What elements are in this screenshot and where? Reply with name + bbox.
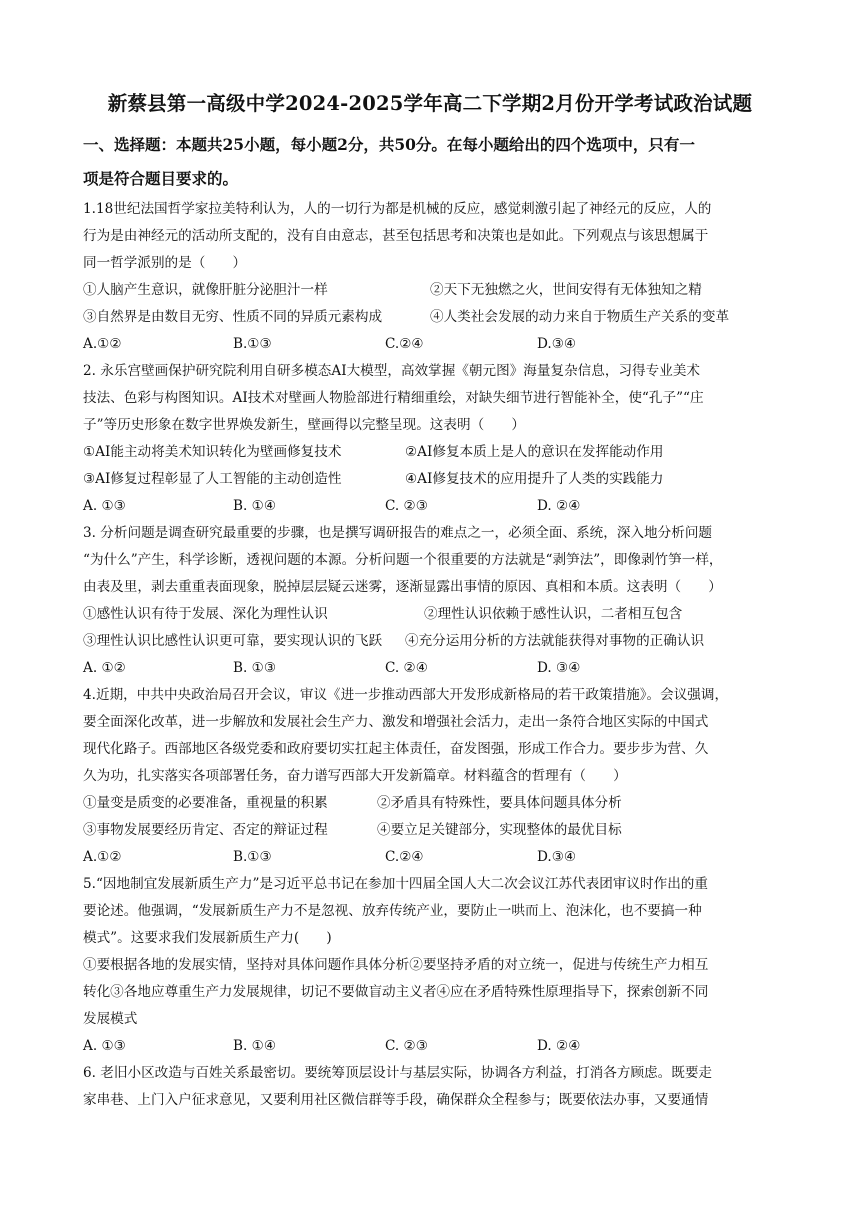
question-stem-line: 同一哲学派别的是（ ） <box>83 255 247 271</box>
question-stem-line: 要全面深化改革，进一步解放和发展社会生产力、激发和增强社会活力，走出一条符合地区实际的中国式 <box>83 714 709 730</box>
option-c[interactable]: C. ②③ <box>385 498 428 514</box>
statement-2: ②AI修复本质上是人的意识在发挥能动作用 <box>405 444 664 460</box>
option-b[interactable]: B.①③ <box>233 849 272 865</box>
statement-2: ②矛盾具有特殊性，要具体问题具体分析 <box>377 795 622 811</box>
option-a[interactable]: A.①② <box>83 849 122 865</box>
question-stem-line: 5.“因地制宜发展新质生产力”是习近平总书记在参加十四届全国人大二次会议江苏代表团审议时作出的重 <box>83 876 708 892</box>
statement-3: ③事物发展要经历肯定、否定的辩证过程 <box>83 822 328 838</box>
question-stem-line: 2. 永乐宫壁画保护研究院利用自研多模态AI大模型，高效掌握《朝元图》海量复杂信息，习得专业美术 <box>83 363 701 379</box>
question-stem-line: 1.18世纪法国哲学家拉美特利认为，人的一切行为都是机械的反应，感觉刺激引起了神经元的反应，人的 <box>83 201 712 217</box>
option-a[interactable]: A. ①② <box>83 660 126 676</box>
option-c[interactable]: C.②④ <box>385 336 424 352</box>
question-stem-line: 发展模式 <box>83 1011 138 1027</box>
question-stem-line: 6. 老旧小区改造与百姓关系最密切。要统筹顶层设计与基层实际，协调各方利益，打消各方顾虑。既要走 <box>83 1065 713 1081</box>
section-instructions-line-2: 项是符合题目要求的。 <box>83 169 239 188</box>
question-stem-line: 行为是由神经元的活动所支配的，没有自由意志，甚至包括思考和决策也是如此。下列观点与该思想属于 <box>83 228 709 244</box>
statement-4: ④人类社会发展的动力来自于物质生产关系的变革 <box>430 309 730 325</box>
option-d[interactable]: D. ②④ <box>537 1038 581 1054</box>
option-a[interactable]: A. ①③ <box>83 1038 126 1054</box>
option-c[interactable]: C.②④ <box>385 849 424 865</box>
statement-3: ③理性认识比感性认识更可靠，要实现认识的飞跃 <box>83 633 383 649</box>
option-a[interactable]: A.①② <box>83 336 122 352</box>
question-stem-line: “为什么”产生，科学诊断，透视问题的本源。分析问题一个很重要的方法就是“剥笋法”，即像剥竹笋一样， <box>83 552 723 568</box>
question-stem-line: 现代化路子。西部地区各级党委和政府要切实扛起主体责任，奋发图强，形成工作合力。要步步为营、久 <box>83 741 709 757</box>
question-stem-line: 4.近期，中共中央政治局召开会议，审议《进一步推动西部大开发形成新格局的若干政策措施》。会议强调， <box>83 687 729 703</box>
statement-3: ③自然界是由数目无穷、性质不同的异质元素构成 <box>83 309 383 325</box>
exam-title: 新蔡县第一高级中学2024-2025学年高二下学期2月份开学考试政治试题 <box>107 92 753 115</box>
answer-options <box>83 496 783 516</box>
question-stem-line: 久为功，扎实落实各项部署任务，奋力谱写西部大开发新篇章。材料蕴含的哲理有（ ） <box>83 768 627 784</box>
option-d[interactable]: D. ③④ <box>537 660 581 676</box>
option-a[interactable]: A. ①③ <box>83 498 126 514</box>
statement-4: ④AI修复技术的应用提升了人类的实践能力 <box>405 471 664 487</box>
statement-1: ①人脑产生意识，就像肝脏分泌胆汁一样 <box>83 282 328 298</box>
option-b[interactable]: B. ①④ <box>233 1038 277 1054</box>
option-d[interactable]: D. ②④ <box>537 498 581 514</box>
option-b[interactable]: B. ①③ <box>233 660 277 676</box>
question-stem-line: 3. 分析问题是调查研究最重要的步骤，也是撰写调研报告的难点之一，必须全面、系统，深入地分析问题 <box>83 525 713 541</box>
option-d[interactable]: D.③④ <box>537 336 577 352</box>
question-stem-line: 要论述。他强调，“发展新质生产力不是忽视、放弃传统产业，要防止一哄而上、泡沫化，也不要搞一种 <box>83 903 702 919</box>
answer-options <box>83 658 783 678</box>
statement-1: ①AI能主动将美术知识转化为壁画修复技术 <box>83 444 342 460</box>
answer-options <box>83 847 783 867</box>
option-b[interactable]: B.①③ <box>233 336 272 352</box>
question-stem-line: ①要根据各地的发展实情，坚持对具体问题作具体分析②要坚持矛盾的对立统一，促进与传统生产力相互 <box>83 957 709 973</box>
question-stem-line: 家串巷、上门入户征求意见，又要利用社区微信群等手段，确保群众全程参与；既要依法办事，又要通情 <box>83 1092 709 1108</box>
section-instructions-line-1: 一、选择题：本题共25小题，每小题2分，共50分。在每小题给出的四个选项中，只有一 <box>83 135 695 154</box>
question-stem-line: 由表及里，剥去重重表面现象，脱掉层层疑云迷雾，逐渐显露出事情的原因、真相和本质。这表明（ ） <box>83 579 722 595</box>
option-c[interactable]: C. ②③ <box>385 1038 428 1054</box>
option-b[interactable]: B. ①④ <box>233 498 277 514</box>
question-stem-line: 转化③各地应尊重生产力发展规律，切记不要做盲动主义者④应在矛盾特殊性原理指导下，探索创新不同 <box>83 984 709 1000</box>
statement-4: ④要立足关键部分，实现整体的最优目标 <box>377 822 622 838</box>
question-stem-line: 技法、色彩与构图知识。AI技术对壁画人物脸部进行精细重绘，对缺失细节进行智能补全，使“孔子”“庄 <box>83 390 704 406</box>
option-d[interactable]: D.③④ <box>537 849 577 865</box>
answer-options <box>83 334 783 354</box>
question-stem-line: 模式”。这要求我们发展新质生产力( ) <box>83 930 332 946</box>
statement-2: ②天下无独燃之火，世间安得有无体独知之精 <box>430 282 702 298</box>
question-stem-line: 子”等历史形象在数字世界焕发新生，壁画得以完整呈现。这表明（ ） <box>83 417 525 433</box>
statement-2: ②理性认识依赖于感性认识，二者相互包含 <box>424 606 683 622</box>
statement-1: ①量变是质变的必要准备，重视量的积累 <box>83 795 328 811</box>
answer-options <box>83 1036 783 1056</box>
statement-4: ④充分运用分析的方法就能获得对事物的正确认识 <box>405 633 705 649</box>
statement-1: ①感性认识有待于发展、深化为理性认识 <box>83 606 328 622</box>
statement-3: ③AI修复过程彰显了人工智能的主动创造性 <box>83 471 342 487</box>
option-c[interactable]: C. ②④ <box>385 660 428 676</box>
